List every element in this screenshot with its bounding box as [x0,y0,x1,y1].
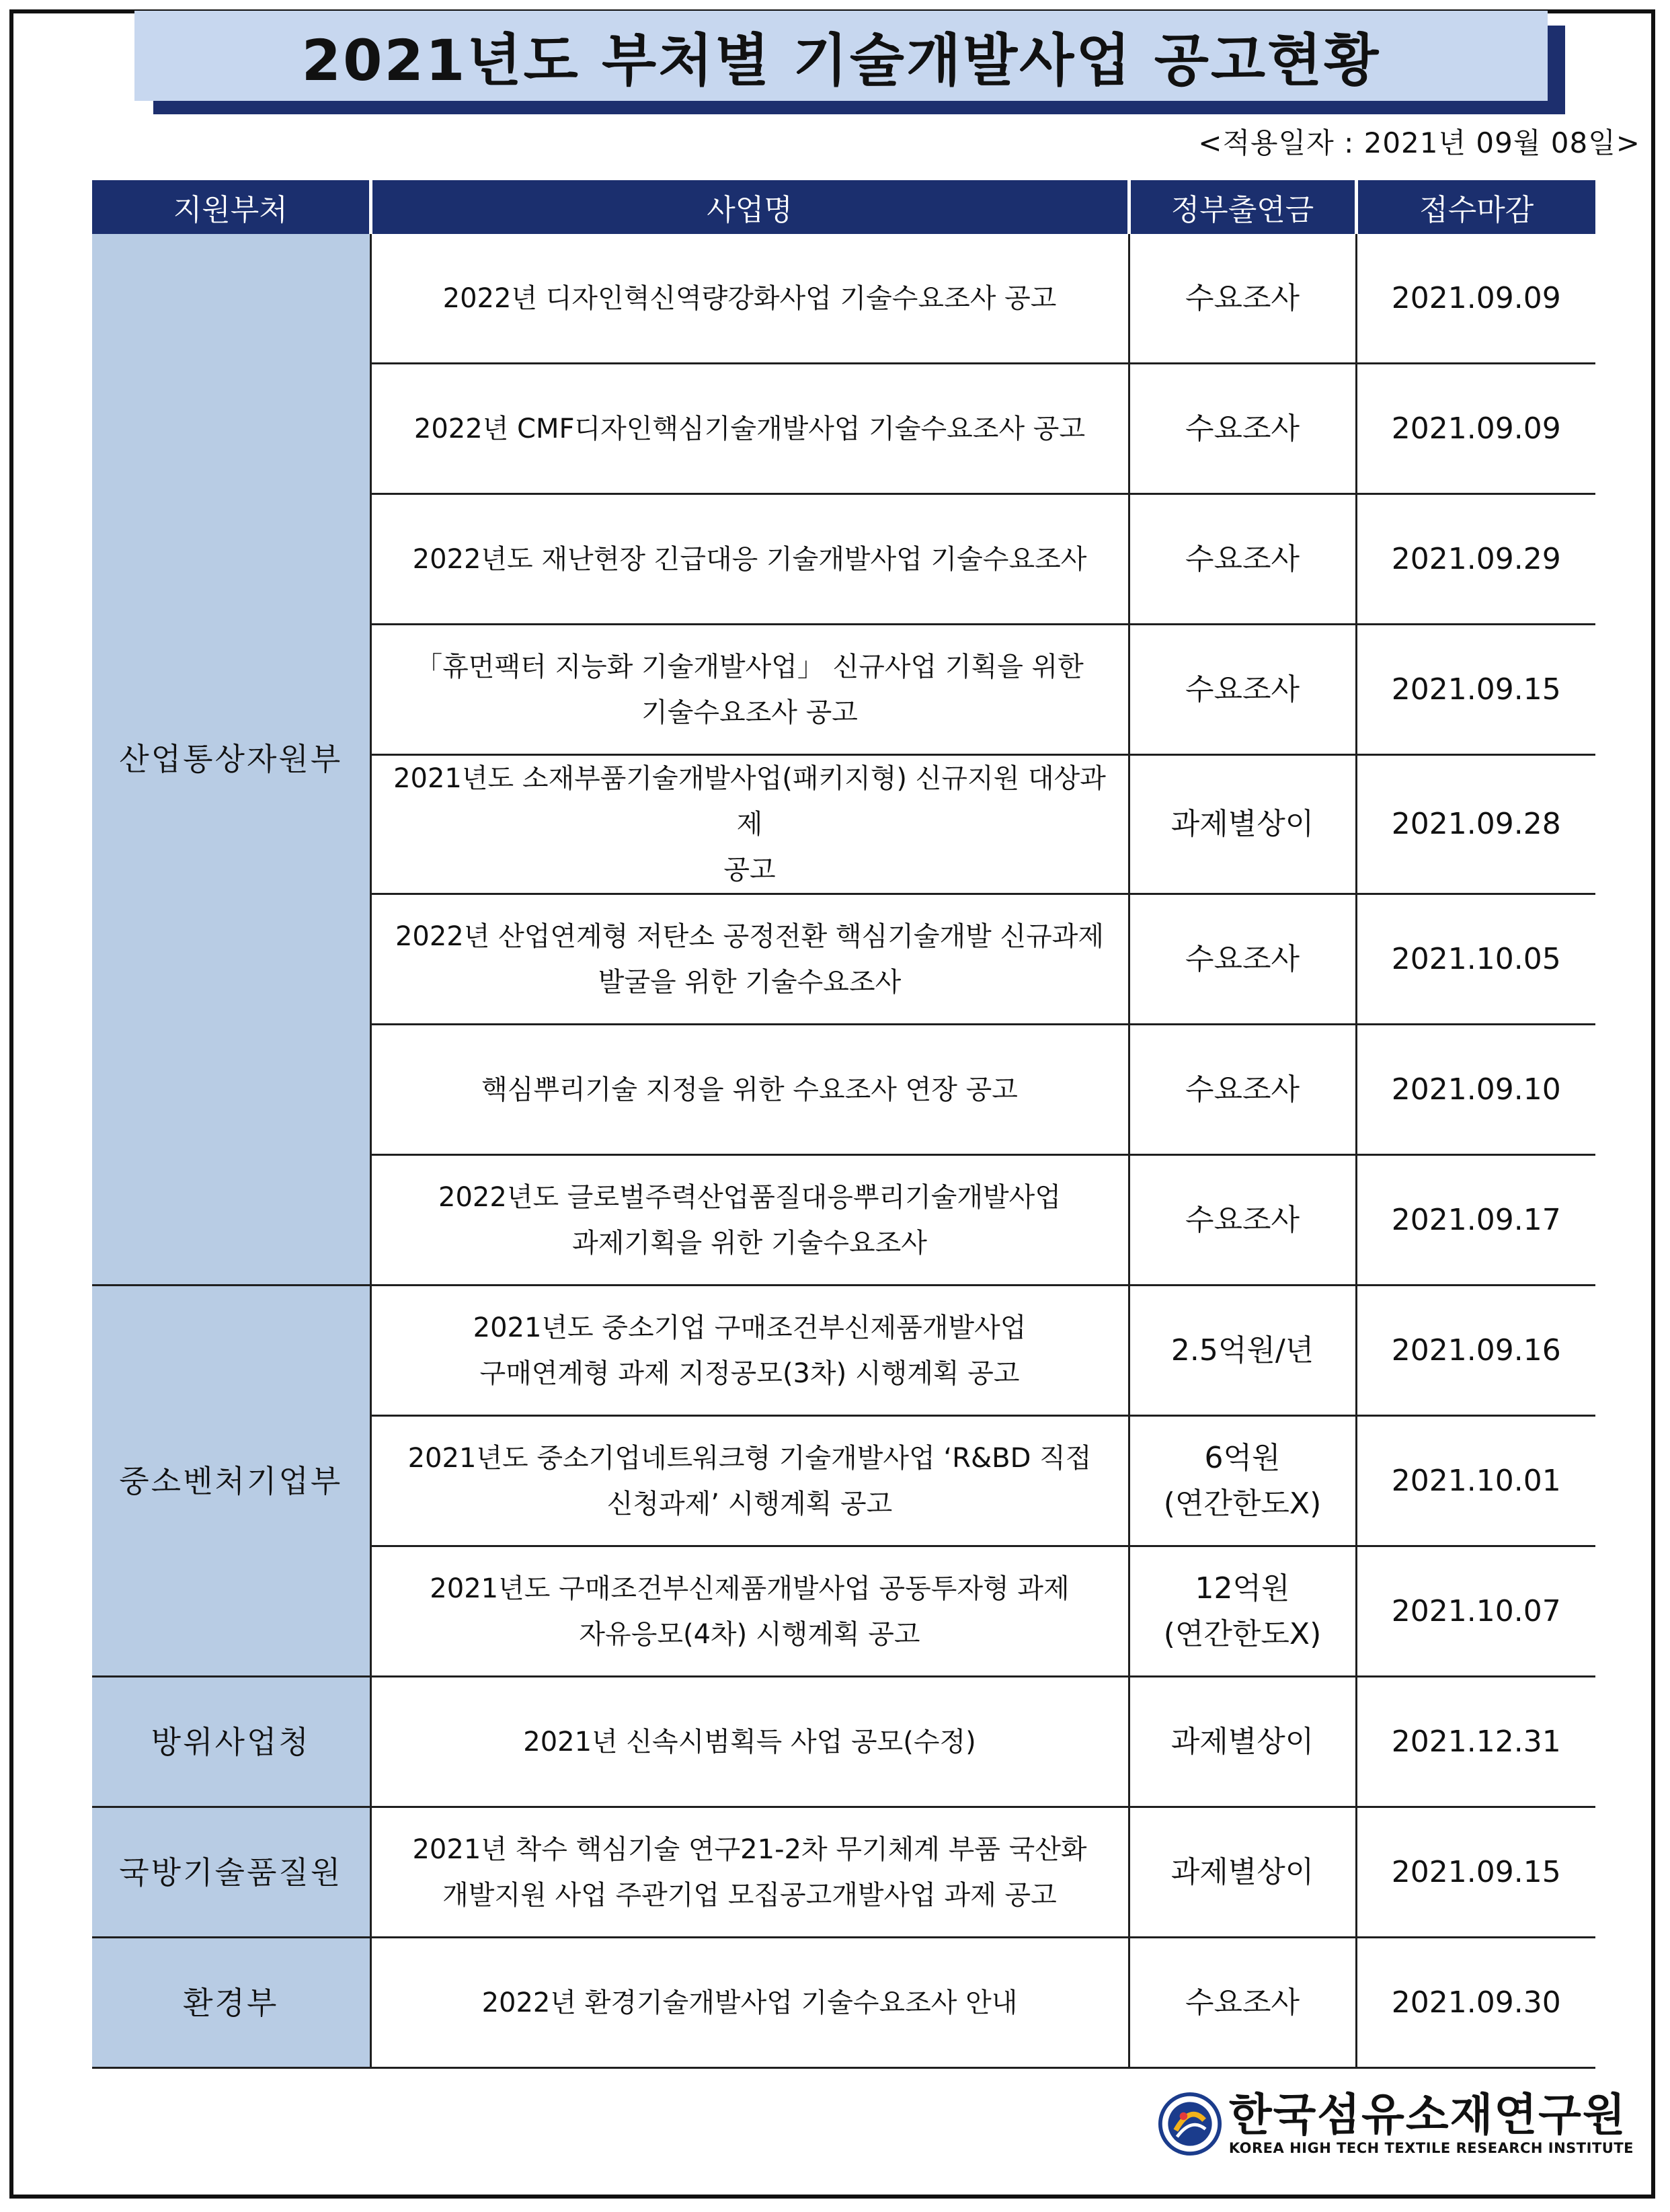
institute-logo [1158,2091,1634,2157]
funding-amount-cell [1129,755,1356,894]
funding-amount-line: 과제별상이 [1170,1854,1314,1889]
project-name-cell [370,1025,1129,1155]
funding-amount-line: 12억원 [1195,1571,1290,1606]
project-name-line: 2022년도 재난현장 긴급대응 기술개발사업 기술수요조사 [412,543,1087,575]
project-name-line: 발굴을 위한 기술수요조사 [598,966,902,998]
deadline-cell: 2021.09.29 [1356,494,1595,625]
project-name-line: 2021년 착수 핵심기술 연구21-2차 무기체계 부품 국산화 [412,1833,1087,1865]
table-row [92,1286,1595,1416]
project-name-cell [370,1155,1129,1286]
header-amount: 정부출연금 [1129,180,1356,234]
project-name-line: 2021년도 소재부품기술개발사업(패키지형) 신규지원 대상과제 [393,763,1106,840]
funding-amount-line: 과제별상이 [1170,807,1314,841]
header-project: 사업명 [370,180,1129,234]
agency-cell: 중소벤처기업부 [92,1286,370,1677]
project-name-cell [370,1416,1129,1546]
funding-amount-line: 수요조사 [1185,672,1300,707]
project-name-line: 자유응모(4차) 시행계획 공고 [579,1618,920,1650]
project-name-line: 2021년도 중소기업 구매조건부신제품개발사업 [473,1312,1027,1343]
funding-amount-cell [1129,894,1356,1025]
project-name-line: 2021년도 구매조건부신제품개발사업 공동투자형 과제 [430,1573,1070,1604]
institute-emblem-icon [1158,2092,1222,2156]
project-name-line: 2021년 신속시범획득 사업 공모(수정) [523,1726,976,1757]
project-name-line: 신청과제’ 시행계획 공고 [606,1488,893,1519]
funding-amount-cell [1129,1025,1356,1155]
funding-amount-line: 과제별상이 [1170,1724,1314,1759]
funding-amount-line: (연간한도X) [1163,1486,1322,1521]
project-name-line: 2022년 CMF디자인핵심기술개발사업 기술수요조사 공고 [413,413,1086,444]
project-name-line: 과제기획을 위한 기술수요조사 [572,1227,927,1259]
funding-amount-cell [1129,625,1356,755]
project-name-line: 2022년 환경기술개발사업 기술수요조사 안내 [481,1987,1018,2018]
project-name-line: 「휴먼팩터 지능화 기술개발사업」 신규사업 기획을 위한 [415,651,1084,682]
agency-cell: 방위사업청 [92,1677,370,1807]
funding-amount-cell [1129,234,1356,364]
funding-amount-cell [1129,1938,1356,2068]
deadline-cell: 2021.09.10 [1356,1025,1595,1155]
title-banner [134,11,1548,101]
project-name-cell [370,234,1129,364]
deadline-cell: 2021.09.17 [1356,1155,1595,1286]
agency-cell: 산업통상자원부 [92,234,370,1286]
announcement-table [92,180,1595,2069]
funding-amount-cell [1129,494,1356,625]
deadline-cell: 2021.09.15 [1356,1807,1595,1938]
deadline-cell: 2021.10.05 [1356,894,1595,1025]
deadline-cell: 2021.10.01 [1356,1416,1595,1546]
table-row [92,234,1595,364]
project-name-cell [370,755,1129,894]
project-name-cell [370,364,1129,494]
project-name-line: 구매연계형 과제 지정공모(3차) 시행계획 공고 [479,1357,1020,1389]
project-name-cell [370,894,1129,1025]
project-name-line: 핵심뿌리기술 지정을 위한 수요조사 연장 공고 [481,1074,1018,1105]
table-row [92,1807,1595,1938]
page-title: 2021년도 부처별 기술개발사업 공고현황 [301,27,1381,93]
deadline-cell: 2021.09.16 [1356,1286,1595,1416]
deadline-cell: 2021.09.28 [1356,755,1595,894]
deadline-cell: 2021.09.15 [1356,625,1595,755]
funding-amount-cell [1129,1416,1356,1546]
table-row [92,1677,1595,1807]
project-name-line: 2021년도 중소기업네트워크형 기술개발사업 ‘R&BD 직접 [407,1442,1092,1474]
funding-amount-line: (연간한도X) [1163,1616,1322,1651]
project-name-cell [370,494,1129,625]
project-name-cell [370,1286,1129,1416]
table-header-row [92,180,1595,234]
funding-amount-line: 수요조사 [1185,1072,1300,1107]
institute-name-ko: 한국섬유소재연구원 [1228,2089,1627,2141]
funding-amount-line: 2.5억원/년 [1170,1333,1314,1368]
project-name-cell [370,1677,1129,1807]
funding-amount-cell [1129,364,1356,494]
deadline-cell: 2021.09.09 [1356,364,1595,494]
agency-cell: 국방기술품질원 [92,1807,370,1938]
header-agency: 지원부처 [92,180,370,234]
header-deadline: 접수마감 [1356,180,1595,234]
deadline-cell: 2021.12.31 [1356,1677,1595,1807]
effective-date: <적용일자 : 2021년 09월 08일> [1198,126,1640,159]
project-name-line: 공고 [723,855,776,885]
funding-amount-cell [1129,1677,1356,1807]
project-name-cell [370,1807,1129,1938]
funding-amount-line: 6억원 [1204,1440,1281,1475]
funding-amount-line: 수요조사 [1185,1202,1300,1237]
project-name-line: 2022년 디자인혁신역량강화사업 기술수요조사 공고 [442,282,1057,314]
project-name-cell [370,1546,1129,1677]
project-name-line: 기술수요조사 공고 [641,697,858,728]
funding-amount-line: 수요조사 [1185,541,1300,576]
project-name-cell [370,625,1129,755]
funding-amount-line: 수요조사 [1185,1985,1300,2020]
funding-amount-line: 수요조사 [1185,280,1300,315]
funding-amount-cell [1129,1546,1356,1677]
agency-cell: 환경부 [92,1938,370,2068]
project-name-line: 2022년도 글로벌주력산업품질대응뿌리기술개발사업 [438,1181,1061,1213]
funding-amount-cell [1129,1155,1356,1286]
project-name-line: 개발지원 사업 주관기업 모집공고개발사업 과제 공고 [442,1879,1057,1911]
funding-amount-cell [1129,1807,1356,1938]
funding-amount-line: 수요조사 [1185,941,1300,976]
funding-amount-line: 수요조사 [1185,411,1300,446]
table-body [92,234,1595,2068]
institute-name-en: KOREA HIGH TECH TEXTILE RESEARCH INSTITUTE [1228,2140,1634,2156]
table-row [92,1938,1595,2068]
deadline-cell: 2021.10.07 [1356,1546,1595,1677]
deadline-cell: 2021.09.09 [1356,234,1595,364]
project-name-line: 2022년 산업연계형 저탄소 공정전환 핵심기술개발 신규과제 [395,920,1105,952]
funding-amount-cell [1129,1286,1356,1416]
deadline-cell: 2021.09.30 [1356,1938,1595,2068]
project-name-cell [370,1938,1129,2068]
